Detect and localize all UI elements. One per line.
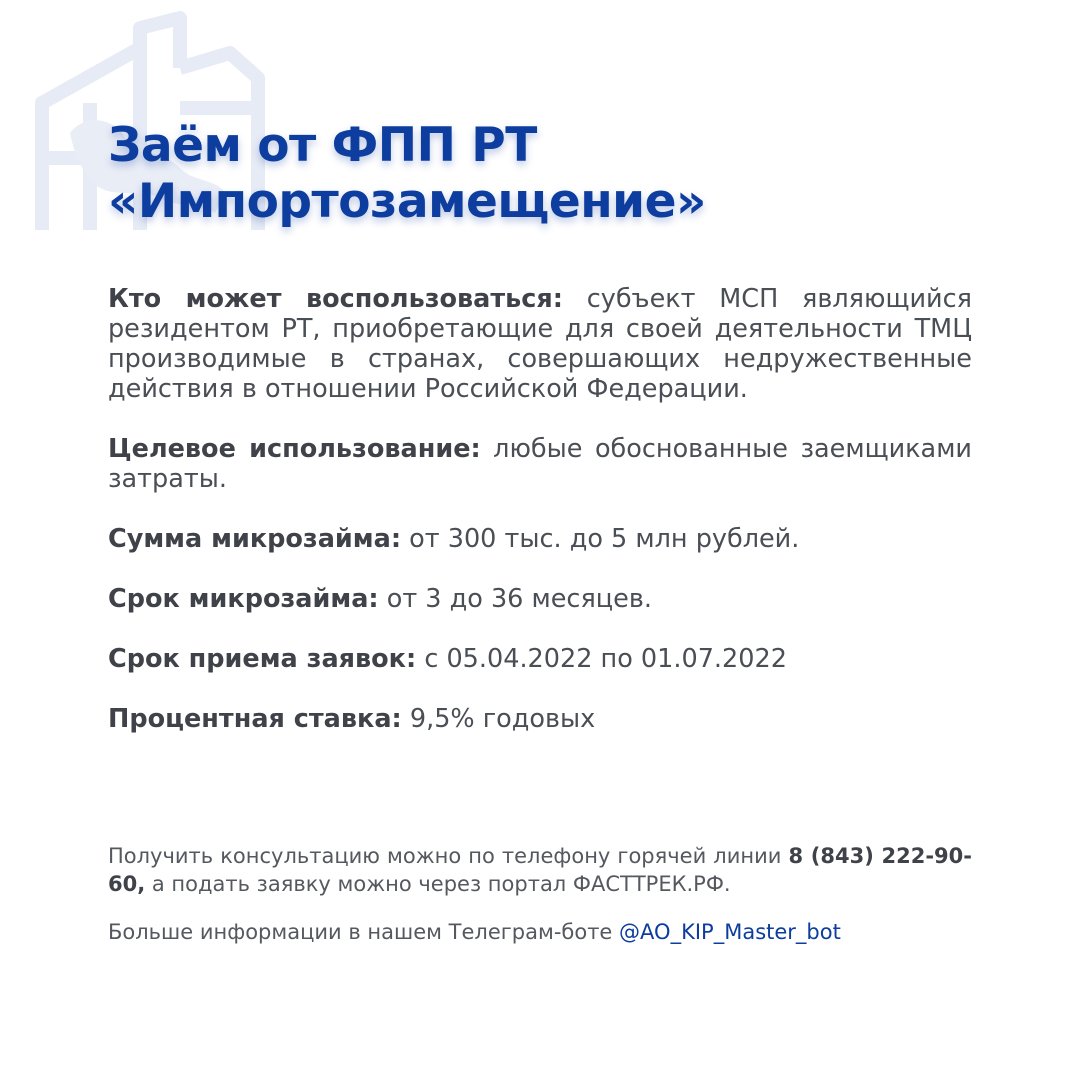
telegram-info xyxy=(108,918,972,946)
telegram-bot-link[interactable]: @AO_KIP_Master_bot xyxy=(619,920,841,944)
section-text: от 3 до 36 месяцев. xyxy=(386,584,652,614)
loan-details xyxy=(108,284,972,764)
more-info-text: Больше информации в нашем Телеграм-боте xyxy=(108,920,613,944)
section-text: с 05.04.2022 по 01.07.2022 xyxy=(424,644,787,674)
section-label: Срок микрозайма: xyxy=(108,584,379,614)
page-title xyxy=(108,118,988,230)
section-text: субъект МСП являющийся резидентом РТ, приобретающие для своей деятельности ТМЦ производимые в странах, совершающих недружественные действия в отношении Российской Федерации. xyxy=(108,284,972,404)
section-label: Сумма микрозайма: xyxy=(108,524,402,554)
section-application-period xyxy=(108,644,972,674)
section-purpose xyxy=(108,434,972,494)
section-term xyxy=(108,584,972,614)
section-label: Кто может воспользоваться: xyxy=(108,284,563,314)
section-text: 9,5% годовых xyxy=(409,704,596,734)
section-amount xyxy=(108,524,972,554)
section-label: Срок приема заявок: xyxy=(108,644,417,674)
consult-text: Получить консультацию можно по телефону горячей линии xyxy=(108,844,782,868)
section-label: Процентная ставка: xyxy=(108,704,402,734)
title-line-2: «Импортозамещение» xyxy=(108,174,706,229)
hotline-phone[interactable]: 8 (843) 222-90-60, xyxy=(108,844,972,896)
section-text: любые обоснованные заемщиками затраты. xyxy=(108,434,972,494)
contact-footer xyxy=(108,842,972,966)
consultation-info xyxy=(108,842,972,898)
section-eligibility xyxy=(108,284,972,404)
section-interest-rate xyxy=(108,704,972,734)
section-text: от 300 тыс. до 5 млн рублей. xyxy=(409,524,800,554)
title-line-1: Заём от ФПП РТ xyxy=(108,118,537,173)
section-label: Целевое использование: xyxy=(108,434,481,464)
portal-text: а подать заявку можно через портал ФАСТТРЕК.РФ. xyxy=(151,872,731,896)
